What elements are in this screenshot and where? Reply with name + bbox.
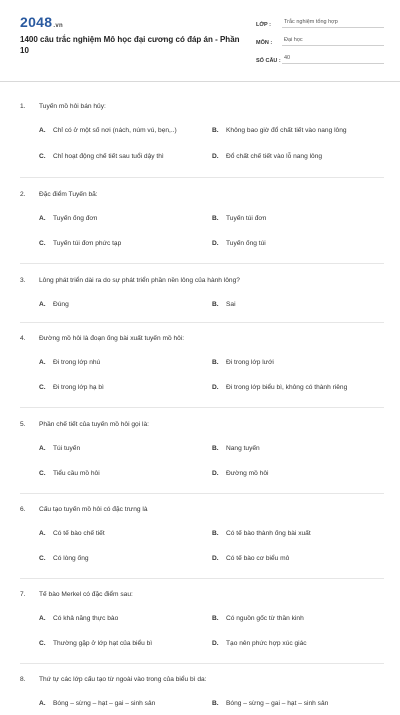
option-text: Tuyến ống túi: [226, 240, 266, 247]
question-text: Lông phát triển dài ra do sự phát triển phần nền lông của hành lông?: [39, 277, 240, 284]
option-text: Chỉ hoạt động chế tiết sau tuổi dậy thì: [53, 153, 164, 160]
option-b[interactable]: [193, 127, 384, 134]
option-b[interactable]: [193, 359, 384, 366]
option-letter: A.: [39, 215, 46, 222]
option-letter: B.: [212, 215, 219, 222]
question-text: Cấu tạo tuyến mồ hôi có đặc trưng là: [39, 506, 148, 513]
option-text: Đi trong lớp nhú: [53, 359, 101, 366]
option-b[interactable]: [193, 700, 384, 707]
option-text: Tuyến túi đơn phức tạp: [53, 240, 122, 247]
option-a[interactable]: [20, 359, 193, 366]
option-text: Có tế bào chế tiết: [53, 530, 105, 537]
option-d[interactable]: [193, 555, 384, 562]
option-row: [20, 460, 384, 494]
meta-row-class: [256, 13, 384, 28]
question-number: 4.: [20, 335, 26, 342]
option-row: [20, 437, 384, 460]
option-letter: D.: [212, 240, 219, 247]
option-letter: B.: [212, 615, 219, 622]
option-letter: B.: [212, 530, 219, 537]
option-row: [20, 230, 384, 264]
logo-text: 2048: [20, 14, 53, 30]
option-letter: A.: [39, 700, 46, 707]
option-text: Tuyến ống đơn: [53, 215, 98, 222]
question-number: 2.: [20, 191, 26, 198]
option-letter: A.: [39, 127, 46, 134]
option-letter: A.: [39, 445, 46, 452]
option-row: [20, 630, 384, 664]
site-logo[interactable]: [20, 14, 63, 30]
question-7: [20, 588, 384, 601]
option-a[interactable]: [20, 530, 193, 537]
option-letter: C.: [39, 153, 46, 160]
question-number: 8.: [20, 676, 26, 683]
option-a[interactable]: [20, 215, 193, 222]
option-letter: D.: [212, 640, 219, 647]
meta-key: LỚP :: [256, 22, 271, 28]
option-text: Nang tuyến: [226, 445, 260, 452]
option-text: Thường gặp ở lớp hạt của biểu bì: [53, 640, 153, 647]
question-text: Đường mồ hôi là đoạn ống bài xuất tuyến mồ hôi:: [39, 335, 185, 342]
option-d[interactable]: [193, 470, 384, 477]
option-text: Đi trong lớp lưới: [226, 359, 274, 366]
option-text: Có tế bào thành ống bài xuất: [226, 530, 311, 537]
option-d[interactable]: [193, 640, 384, 647]
option-letter: B.: [212, 445, 219, 452]
question-6: [20, 503, 384, 516]
option-b[interactable]: [193, 215, 384, 222]
option-row: [20, 545, 384, 579]
option-a[interactable]: [20, 700, 193, 707]
option-text: Tạo nên phức hợp xúc giác: [226, 640, 307, 647]
option-text: Có khả năng thực bào: [53, 615, 119, 622]
option-d[interactable]: [193, 240, 384, 247]
question-number: 7.: [20, 591, 26, 598]
question-text: Thứ tự các lớp cấu tạo từ ngoài vào trong của biểu bì da:: [39, 676, 207, 683]
option-c[interactable]: [20, 153, 193, 160]
question-number: 3.: [20, 277, 26, 284]
option-letter: D.: [212, 153, 219, 160]
option-text: Có lòng ống: [53, 555, 89, 562]
option-letter: C.: [39, 470, 46, 477]
page-title: 1400 câu trắc nghiệm Mô học đại cương có đáp án - Phần 10: [20, 35, 240, 55]
question-4: [20, 332, 384, 345]
option-row: [20, 142, 384, 178]
question-number: 5.: [20, 421, 26, 428]
option-b[interactable]: [193, 445, 384, 452]
option-b[interactable]: [193, 301, 384, 308]
question-1: [20, 100, 384, 113]
option-text: Có nguồn gốc từ thần kinh: [226, 615, 304, 622]
option-text: Có tế bào cơ biểu mô: [226, 555, 290, 562]
option-text: Bóng – sừng – hạt – gai – sinh sản: [53, 700, 156, 707]
meta-row-count: [256, 49, 384, 64]
question-5: [20, 418, 384, 431]
question-2: [20, 188, 384, 201]
question-number: 6.: [20, 506, 26, 513]
option-letter: A.: [39, 301, 46, 308]
option-letter: A.: [39, 615, 46, 622]
option-d[interactable]: [193, 153, 384, 160]
page-header: [0, 0, 400, 82]
option-a[interactable]: [20, 615, 193, 622]
option-a[interactable]: [20, 127, 193, 134]
meta-key: SỐ CÂU :: [256, 58, 281, 64]
meta-value: 40: [282, 55, 384, 64]
option-d[interactable]: [193, 384, 384, 391]
option-letter: C.: [39, 640, 46, 647]
option-b[interactable]: [193, 530, 384, 537]
option-text: Đổ chất chế tiết vào lỗ nang lông: [226, 153, 323, 160]
option-letter: D.: [212, 384, 219, 391]
meta-row-subject: [256, 31, 384, 46]
option-c[interactable]: [20, 384, 193, 391]
option-row: [20, 291, 384, 323]
meta-value: Trắc nghiệm tổng hợp: [282, 19, 384, 28]
option-row: [20, 119, 384, 142]
meta-info: [256, 13, 384, 67]
option-letter: A.: [39, 530, 46, 537]
option-row: [20, 522, 384, 545]
question-list: [20, 82, 384, 715]
option-letter: B.: [212, 301, 219, 308]
option-text: Chỉ có ở một số nơi (nách, núm vú, bẹn,..): [53, 127, 177, 134]
logo-suffix: .vn: [53, 23, 63, 29]
option-letter: B.: [212, 700, 219, 707]
option-c[interactable]: [20, 640, 193, 647]
option-row: [20, 607, 384, 630]
option-row: [20, 692, 384, 715]
option-row: [20, 374, 384, 408]
option-c[interactable]: [20, 555, 193, 562]
option-text: Sai: [226, 301, 236, 308]
option-text: Đi trong lớp biểu bì, không có thành riêng: [226, 384, 348, 391]
option-text: Tuyến túi đơn: [226, 215, 267, 222]
option-letter: C.: [39, 240, 46, 247]
option-row: [20, 207, 384, 230]
option-letter: C.: [39, 384, 46, 391]
option-letter: B.: [212, 359, 219, 366]
option-text: Tiểu cầu mồ hôi: [53, 470, 100, 477]
option-text: Túi tuyến: [53, 445, 81, 452]
option-letter: D.: [212, 470, 219, 477]
option-c[interactable]: [20, 470, 193, 477]
question-8: [20, 673, 384, 686]
option-letter: B.: [212, 127, 219, 134]
option-a[interactable]: [20, 301, 193, 308]
question-text: Tuyến mồ hôi bán hủy:: [39, 103, 106, 110]
question-number: 1.: [20, 103, 26, 110]
meta-key: MÔN :: [256, 40, 273, 46]
option-text: Đúng: [53, 301, 69, 308]
option-text: Bóng – sừng – gai – hạt – sinh sản: [226, 700, 329, 707]
option-letter: D.: [212, 555, 219, 562]
question-text: Đặc điểm Tuyến bã:: [39, 191, 98, 198]
question-text: Phần chế tiết của tuyến mồ hôi gọi là:: [39, 421, 149, 428]
option-letter: C.: [39, 555, 46, 562]
option-b[interactable]: [193, 615, 384, 622]
option-text: Không bao giờ đổ chất tiết vào nang lông: [226, 127, 347, 134]
option-a[interactable]: [20, 445, 193, 452]
option-text: Đường mồ hôi: [226, 470, 269, 477]
question-3: [20, 274, 384, 287]
meta-value: Đại học: [282, 37, 384, 46]
option-row: [20, 351, 384, 374]
option-c[interactable]: [20, 240, 193, 247]
option-text: Đi trong lớp hạ bì: [53, 384, 104, 391]
option-letter: A.: [39, 359, 46, 366]
question-text: Tế bào Merkel có đặc điểm sau:: [39, 591, 133, 598]
